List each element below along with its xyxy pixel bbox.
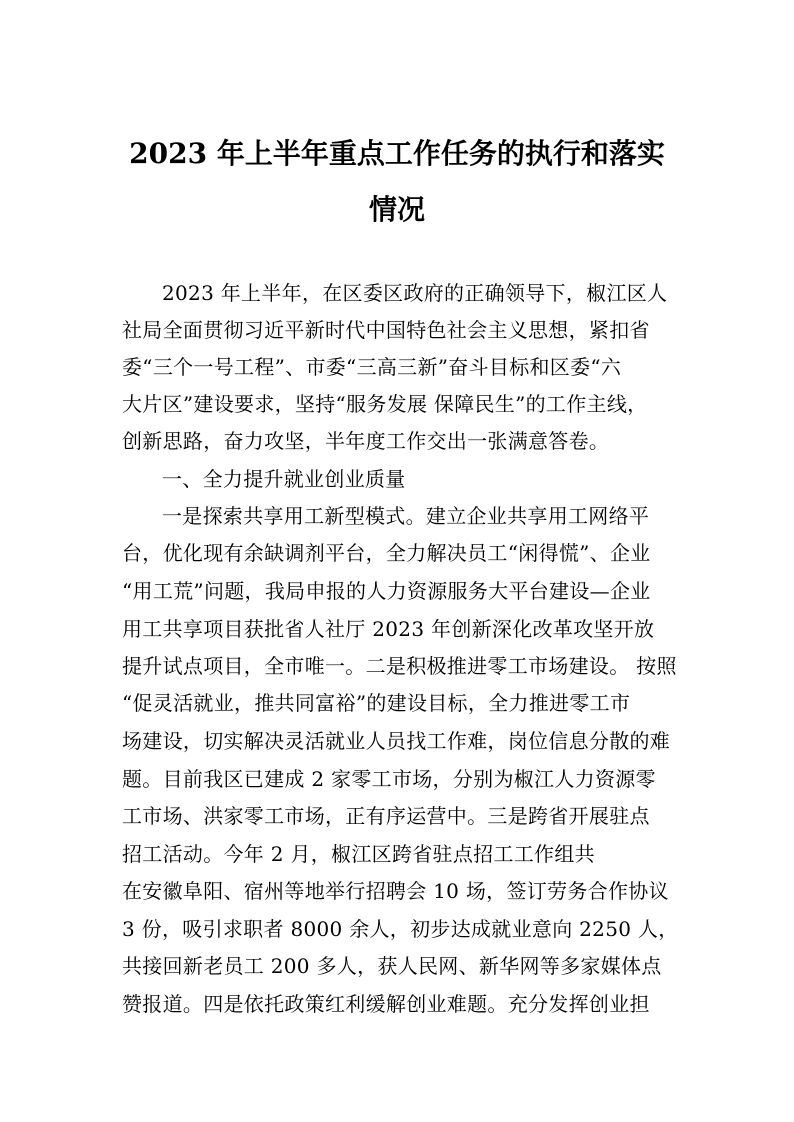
paragraph-line: 工市场、洪家零工市场，正有序运营中。三是跨省开展驻点 <box>122 804 650 828</box>
paragraph-line: 赞报道。四是依托政策红利缓解创业难题。充分发挥创业担 <box>122 992 650 1016</box>
paragraph-line: 2023 年上半年，在区委区政府的正确领导下，椒江区人 <box>162 281 668 305</box>
paragraph-line: 3 份，吸引求职者 8000 余人，初步达成就业意向 2250 人， <box>122 917 679 941</box>
paragraph-line: 提升试点项目，全市唯一。二是积极推进零工市场建设。 按照 <box>122 654 677 678</box>
paragraph-line: 题。目前我区已建成 2 家零工市场，分别为椒江人力资源零 <box>122 767 656 791</box>
paragraph-line: 在安徽阜阳、宿州等地举行招聘会 10 场，签订劳务合作协议 <box>122 879 669 903</box>
paragraph-line: “用工荒”问题，我局申报的人力资源服务大平台建设—企业 <box>122 579 651 603</box>
paragraph-line: 创新思路，奋力攻坚，半年度工作交出一张满意答卷。 <box>122 429 610 453</box>
paragraph-line: 共接回新老员工 200 多人，获人民网、新华网等多家媒体点 <box>122 954 662 978</box>
paragraph-line: 社局全面贯彻习近平新时代中国特色社会主义思想，紧扣省 <box>122 318 650 342</box>
paragraph-line: 大片区”建设要求，坚持“服务发展 保障民生”的工作主线， <box>122 392 648 416</box>
paragraph-line: “促灵活就业，推共同富裕”的建设目标，全力推进零工市 <box>122 691 631 715</box>
section-heading: 一、全力提升就业创业质量 <box>162 467 406 491</box>
paragraph-line: 台，优化现有余缺调剂平台，全力解决员工“闲得慌”、企业 <box>122 541 651 565</box>
document-title-line-1: 2023 年上半年重点工作任务的执行和落实 <box>129 137 665 170</box>
document-title-line-2: 情况 <box>368 193 425 226</box>
paragraph-line: 场建设，切实解决灵活就业人员找工作难，岗位信息分散的难 <box>122 729 671 753</box>
paragraph-line: 一是探索共享用工新型模式。建立企业共享用工网络平 <box>162 504 650 528</box>
paragraph-line: 招工活动。今年 2 月，椒江区跨省驻点招工工作组共 <box>122 842 595 866</box>
paragraph-line: 用工共享项目获批省人社厅 2023 年创新深化改革攻坚开放 <box>122 617 655 641</box>
paragraph-line: 委“三个一号工程”、市委“三高三新”奋斗目标和区委“六 <box>122 355 622 379</box>
